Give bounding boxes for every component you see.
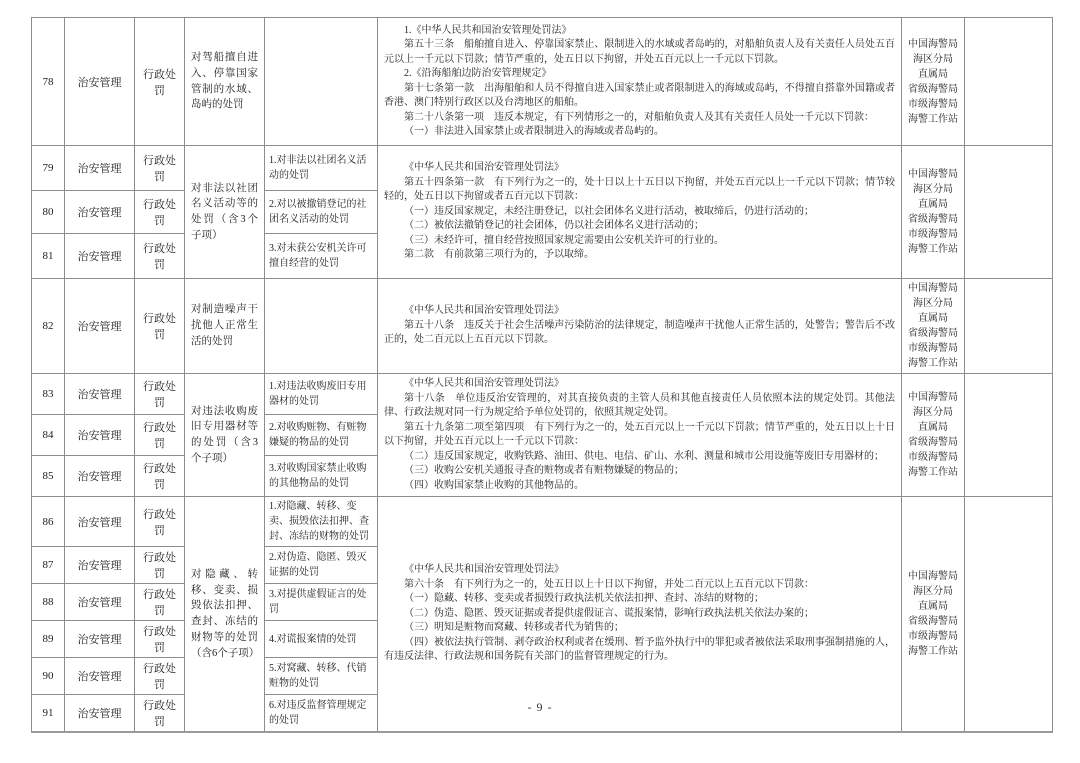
power-type-cell: 行政处罚 — [135, 547, 185, 584]
authority-line: 海区分局 — [913, 407, 953, 418]
power-type-cell: 行政处罚 — [135, 146, 185, 191]
authority-line: 海区分局 — [913, 298, 953, 309]
row-number-cell: 88 — [32, 584, 65, 621]
authority-line: 海警工作站 — [908, 467, 958, 478]
legal-basis-cell — [378, 18, 902, 146]
legal-paragraph: 2.《沿海船舶边防治安管理规定》 — [404, 68, 552, 79]
row-number-cell: 85 — [32, 456, 65, 497]
category-cell: 治安管理 — [65, 547, 135, 584]
authority-line: 省级海警局 — [908, 328, 958, 339]
category-cell: 治安管理 — [65, 374, 135, 415]
power-type-cell: 行政处罚 — [135, 497, 185, 547]
authority-line: 省级海警局 — [908, 437, 958, 448]
category-cell: 治安管理 — [65, 456, 135, 497]
item-name-cell: 对驾船擅自进入、停靠国家管制的水域、岛屿的处罚 — [185, 18, 265, 146]
category-cell: 治安管理 — [65, 695, 135, 733]
remarks-cell — [965, 279, 1053, 374]
row-number-cell: 87 — [32, 547, 65, 584]
authority-line: 直属局 — [918, 68, 948, 80]
legal-paragraph: 第十八条 单位违反治安管理的，对其直接负责的主管人员和其他直接责任人员依照本法的规定处罚。其他法律、行政法规对同一行为规定给予单位处罚的，依照其规定处罚。 — [384, 392, 895, 418]
category-cell: 治安管理 — [65, 146, 135, 191]
sub-item-cell — [265, 279, 378, 374]
power-type-cell: 行政处罚 — [135, 456, 185, 497]
power-type-cell: 行政处罚 — [135, 621, 185, 658]
legal-paragraph: （一）违反国家规定，未经注册登记，以社会团体名义进行活动，被取缔后，仍进行活动的； — [404, 205, 814, 217]
legal-paragraph: 1.《中华人民共和国治安管理处罚法》 — [404, 24, 572, 36]
legal-paragraph: 第六十条 有下列行为之一的，处五日以上十日以下拘留，并处二百元以上五百元以下罚款： — [404, 578, 814, 590]
sub-item-cell: 1.对隐藏、转移、变卖、损毁依法扣押、查封、冻结的财物的处罚 — [265, 497, 378, 547]
legal-paragraph: 第十七条第一款 出海船舶和人员不得擅自进入国家禁止或者限制进入的海域或岛屿，不得擅自搭靠外国籍或者香港、澳门特别行政区以及台湾地区的船舶。 — [384, 82, 895, 108]
power-type-cell: 行政处罚 — [135, 191, 185, 234]
power-type-cell: 行政处罚 — [135, 18, 185, 146]
authority-line: 省级海警局 — [908, 83, 958, 95]
row-number-cell: 79 — [32, 146, 65, 191]
table-row — [32, 279, 1053, 374]
authority-cell — [902, 497, 965, 733]
category-cell: 治安管理 — [65, 191, 135, 234]
sub-item-cell: 3.对未获公安机关许可擅自经营的处罚 — [265, 234, 378, 279]
authority-line: 省级海警局 — [908, 214, 958, 225]
sub-item-cell: 1.对违法收购废旧专用器材的处罚 — [265, 374, 378, 415]
legal-paragraph: （四）收购国家禁止收购的其他物品的。 — [404, 479, 584, 491]
remarks-cell — [965, 18, 1053, 146]
category-cell: 治安管理 — [65, 497, 135, 547]
sub-item-cell: 3.对提供虚假证言的处罚 — [265, 584, 378, 621]
category-cell: 治安管理 — [65, 234, 135, 279]
legal-paragraph: 《中华人民共和国治安管理处罚法》 — [404, 162, 564, 174]
category-cell: 治安管理 — [65, 279, 135, 374]
authority-cell — [902, 279, 965, 374]
authority-line: 海警工作站 — [908, 244, 958, 255]
legal-paragraph: （三）未经许可，擅自经营按照国家规定需要由公安机关许可的行业的。 — [404, 234, 724, 246]
legal-paragraph: （三）明知是赃物而窝藏、转移或者代为销售的； — [404, 622, 624, 634]
authority-line: 海警工作站 — [908, 113, 958, 125]
legal-paragraph: 第二款 有前款第三项行为的，予以取缔。 — [404, 249, 594, 261]
sub-item-cell: 2.对收购赃物、有赃物嫌疑的物品的处罚 — [265, 414, 378, 456]
sub-item-cell: 1.对非法以社团名义活动的处罚 — [265, 146, 378, 191]
category-cell: 治安管理 — [65, 658, 135, 695]
legal-paragraph: 第五十四条第一款 有下列行为之一的，处十日以上十五日以下拘留，并处五百元以上一千元以下罚款；情节较轻的，处五日以下拘留或者五百元以下罚款： — [384, 176, 895, 203]
legal-paragraph: 《中华人民共和国治安管理处罚法》 — [404, 378, 564, 389]
legal-basis-cell — [378, 279, 902, 374]
legal-paragraph: 《中华人民共和国治安管理处罚法》 — [404, 564, 564, 576]
table-row — [32, 18, 1053, 146]
power-type-cell: 行政处罚 — [135, 279, 185, 374]
legal-paragraph: 第二十八条第一项 违反本规定，有下列情形之一的，对船舶负责人及其有关责任人员处一千元以下罚款： — [404, 111, 874, 123]
authority-line: 直属局 — [918, 422, 948, 433]
legal-paragraph: 第五十八条 违反关于社会生活噪声污染防治的法律规定，制造噪声干扰他人正常生活的，处警告；警告后不改正的，处二百元以上五百元以下罚款。 — [384, 319, 895, 346]
legal-paragraph: 第五十三条 船舶擅自进入、停靠国家禁止、限制进入的水域或者岛屿的，对船舶负责人及有关责任人员处五百元以上一千元以下罚款；情节严重的，处五日以下拘留，并处五百元以上一千元以下罚款。 — [384, 39, 895, 65]
authority-line: 海区分局 — [913, 53, 953, 65]
power-type-cell: 行政处罚 — [135, 234, 185, 279]
power-type-cell: 行政处罚 — [135, 695, 185, 733]
page-number: - 9 - — [527, 700, 553, 714]
category-cell: 治安管理 — [65, 18, 135, 146]
row-number-cell: 80 — [32, 191, 65, 234]
authority-line: 中国海警局 — [908, 283, 958, 294]
table-row — [32, 374, 1053, 415]
authority-line: 市级海警局 — [908, 98, 958, 110]
sub-item-cell: 4.对谎报案情的处罚 — [265, 621, 378, 658]
legal-paragraph: （四）被依法执行管制、剥夺政治权利或者在缓刑、暂予监外执行中的罪犯或者被依法采取刑事强制措施的人，有违反法律、行政法规和国务院有关部门的监督管理规定的行为。 — [384, 636, 895, 663]
sub-item-cell — [265, 18, 378, 146]
authority-line: 海警工作站 — [908, 646, 958, 657]
power-type-cell: 行政处罚 — [135, 584, 185, 621]
row-number-cell: 86 — [32, 497, 65, 547]
power-type-cell: 行政处罚 — [135, 414, 185, 456]
sub-item-cell: 3.对收购国家禁止收购的其他物品的处罚 — [265, 456, 378, 497]
sub-item-cell: 2.对伪造、隐匿、毁灭证据的处罚 — [265, 547, 378, 584]
row-number-cell: 81 — [32, 234, 65, 279]
authority-line: 市级海警局 — [908, 343, 958, 354]
row-number-cell: 84 — [32, 414, 65, 456]
category-cell: 治安管理 — [65, 621, 135, 658]
authority-line: 海区分局 — [913, 184, 953, 195]
sub-item-cell: 5.对窝藏、转移、代销赃物的处罚 — [265, 658, 378, 695]
row-number-cell: 90 — [32, 658, 65, 695]
authority-line: 中国海警局 — [908, 169, 958, 180]
authority-line: 市级海警局 — [908, 229, 958, 240]
sub-item-cell: 2.对以被撤销登记的社团名义活动的处罚 — [265, 191, 378, 234]
authority-line: 中国海警局 — [908, 392, 958, 403]
legal-paragraph: （一）非法进入国家禁止或者限制进入的海域或者岛屿的。 — [404, 126, 664, 137]
power-type-cell: 行政处罚 — [135, 658, 185, 695]
item-name-cell: 对制造噪声干扰他人正常生活的处罚 — [185, 279, 265, 374]
table-row — [32, 146, 1053, 191]
category-cell: 治安管理 — [65, 584, 135, 621]
power-type-cell: 行政处罚 — [135, 374, 185, 415]
authority-line: 直属局 — [918, 601, 948, 612]
table-row — [32, 497, 1053, 547]
legal-paragraph: （三）收购公安机关通报寻查的赃物或者有赃物嫌疑的物品的； — [404, 465, 684, 476]
legal-paragraph: （二）被依法撤销登记的社会团体，仍以社会团体名义进行活动的； — [404, 220, 704, 232]
authority-cell — [902, 18, 965, 146]
item-name-cell: 对隐藏、转移、变卖、损毁依法扣押、查封、冻结的财物等的处罚（含6个子项） — [185, 497, 265, 733]
authority-line: 海警工作站 — [908, 358, 958, 369]
remarks-cell — [965, 146, 1053, 279]
row-number-cell: 82 — [32, 279, 65, 374]
authority-line: 中国海警局 — [908, 571, 958, 582]
row-number-cell: 78 — [32, 18, 65, 146]
row-number-cell: 89 — [32, 621, 65, 658]
authority-line: 省级海警局 — [908, 616, 958, 627]
legal-paragraph: （二）违反国家规定，收购铁路、油田、供电、电信、矿山、水利、测量和城市公用设施等废旧专用器材的； — [404, 450, 884, 462]
authority-line: 海区分局 — [913, 586, 953, 597]
remarks-cell — [965, 374, 1053, 497]
category-cell: 治安管理 — [65, 414, 135, 456]
legal-basis-cell — [378, 374, 902, 497]
penalty-matrix-table — [31, 17, 1053, 733]
authority-line: 直属局 — [918, 313, 948, 324]
remarks-cell — [965, 497, 1053, 733]
authority-cell — [902, 146, 965, 279]
legal-basis-cell — [378, 497, 902, 733]
legal-paragraph: （二）伪造、隐匿、毁灭证据或者提供虚假证言、谎报案情，影响行政执法机关依法办案的； — [404, 607, 814, 619]
legal-paragraph: （一）隐藏、转移、变卖或者损毁行政执法机关依法扣押、查封、冻结的财物的； — [404, 593, 764, 605]
authority-cell — [902, 374, 965, 497]
authority-line: 市级海警局 — [908, 631, 958, 642]
authority-line: 市级海警局 — [908, 452, 958, 463]
item-name-cell: 对非法以社团名义活动等的处罚（含3个子项） — [185, 146, 265, 279]
item-name-cell: 对违法收购废旧专用器材等的处罚（含3个子项） — [185, 374, 265, 497]
row-number-cell: 91 — [32, 695, 65, 733]
authority-line: 直属局 — [918, 199, 948, 210]
authority-line: 中国海警局 — [908, 38, 958, 50]
sub-item-cell: 6.对违反监督管理规定的处罚 — [265, 695, 378, 733]
row-number-cell: 83 — [32, 374, 65, 415]
legal-basis-cell — [378, 146, 902, 279]
legal-paragraph: 第五十九条第二项至第四项 有下列行为之一的，处五百元以上一千元以下罚款；情节严重的，处五日以上十日以下拘留，并处五百元以上一千元以下罚款： — [384, 421, 895, 447]
legal-paragraph: 《中华人民共和国治安管理处罚法》 — [404, 305, 564, 317]
